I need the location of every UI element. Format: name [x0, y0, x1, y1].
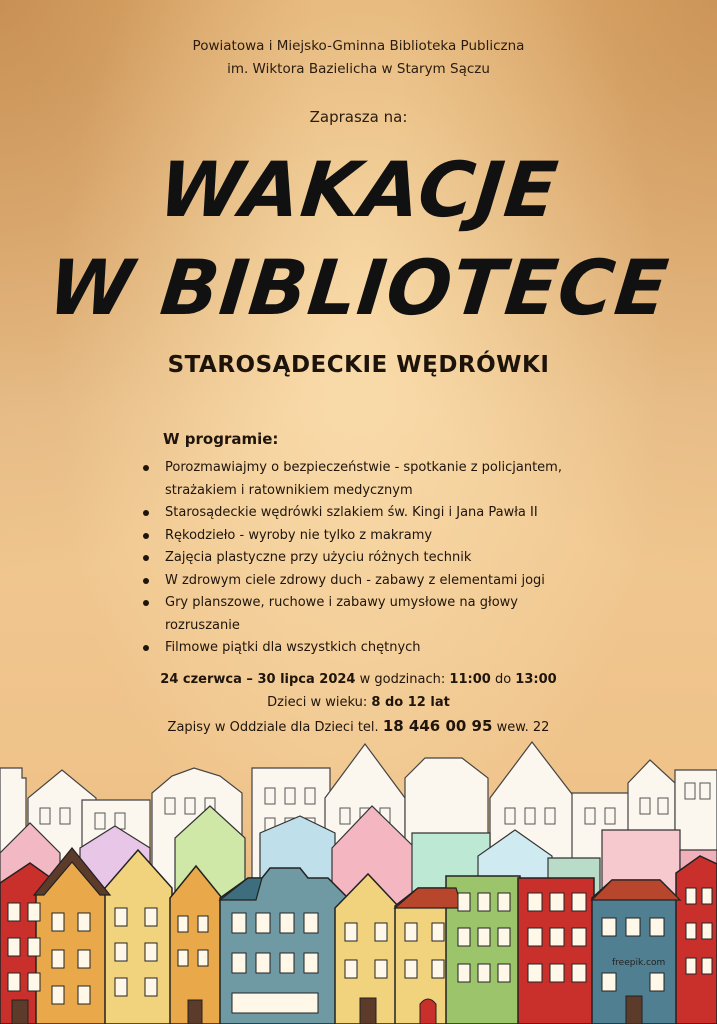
freepik-credit: freepik.com [612, 958, 666, 968]
program-item: W zdrowym ciele zdrowy duch - zabawy z elementami jogi [140, 570, 590, 593]
signup-line [0, 717, 717, 735]
age-value: 8 do 12 lat [371, 695, 450, 710]
program-heading: W programie: [163, 430, 279, 448]
age-label: Dzieci w wieku: [267, 695, 368, 710]
phone-extension: wew. 22 [496, 720, 550, 735]
title-line-1: WAKACJE [154, 145, 563, 234]
hour-from: 11:00 [449, 672, 491, 687]
program-item: Gry planszowe, ruchowe i zabawy umysłowe na głowy rozruszanie [140, 592, 590, 637]
hours-label: w godzinach: [359, 672, 446, 687]
organizer-line-2: im. Wiktora Bazielicha w Starym Sączu [227, 61, 490, 77]
phone-number: 18 446 00 95 [382, 717, 493, 735]
event-dates: 24 czerwca – 30 lipca 2024 [160, 672, 356, 687]
hour-to: 13:00 [515, 672, 557, 687]
subtitle: STAROSĄDECKIE WĘDRÓWKI [167, 352, 550, 378]
title-line-2: W BIBLIOTECE [44, 243, 673, 332]
town-illustration [0, 738, 717, 1024]
program-section [140, 430, 590, 660]
program-item: Rękodzieło - wyroby nie tylko z makramy [140, 525, 590, 548]
organizer-line-1: Powiatowa i Miejsko-Gminna Biblioteka Publiczna [192, 38, 525, 54]
dates-line [0, 672, 717, 687]
program-list [140, 457, 590, 660]
program-item: Zajęcia plastyczne przy użyciu różnych technik [140, 547, 590, 570]
program-item: Porozmawiajmy o bezpieczeństwie - spotkanie z policjantem, strażakiem i ratownikiem medycznym [140, 457, 590, 502]
age-line [0, 695, 717, 710]
program-item: Filmowe piątki dla wszystkich chętnych [140, 637, 590, 660]
hours-to-word: do [494, 672, 512, 687]
signup-label: Zapisy w Oddziale dla Dzieci tel. [167, 720, 379, 735]
invite-text: Zaprasza na: [309, 108, 408, 126]
program-item: Starosądeckie wędrówki szlakiem św. Kingi i Jana Pawła II [140, 502, 590, 525]
